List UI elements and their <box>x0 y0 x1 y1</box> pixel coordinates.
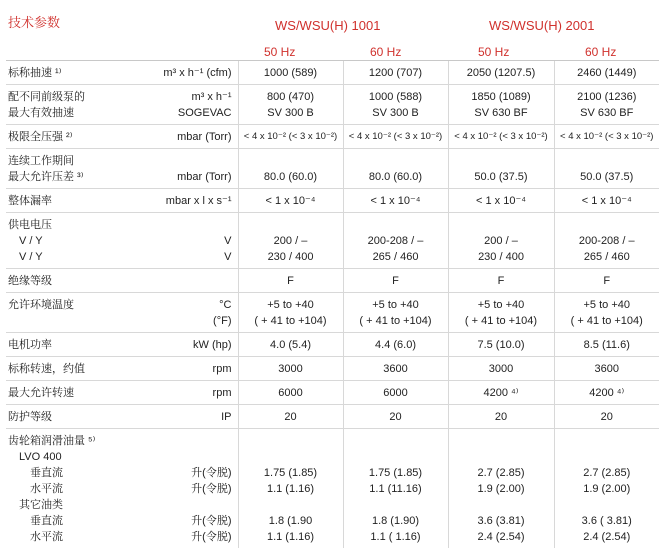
value-cell-line: F <box>449 273 554 289</box>
value-cell-line: +5 to +40 <box>555 297 660 313</box>
row-label <box>6 213 134 269</box>
value-cell-line: ( + 41 to +104) <box>239 313 343 329</box>
row-unit-line <box>134 449 232 465</box>
row-unit-line: °C <box>134 297 232 313</box>
row-unit <box>134 293 238 333</box>
value-cell-line <box>344 497 448 513</box>
value-cell <box>238 381 343 405</box>
row-label <box>6 269 134 293</box>
value-cell-line: 80.0 (60.0) <box>344 169 448 185</box>
model-header-2001: WS/WSU(H) 2001 <box>489 18 594 33</box>
value-cell-line: 230 / 400 <box>239 249 343 265</box>
value-cell-line <box>555 497 660 513</box>
row-label-line: 最大有效抽速 <box>8 105 134 121</box>
row-unit <box>134 149 238 189</box>
model-header-1001: WS/WSU(H) 1001 <box>275 18 380 33</box>
value-cell <box>238 149 343 189</box>
value-cell-line <box>449 217 554 233</box>
value-cell <box>343 381 448 405</box>
row-label-line: 极限全压强 ²⁾ <box>8 129 134 145</box>
row-label-line: 允许环境温度 <box>8 297 134 313</box>
value-cell <box>343 429 448 548</box>
value-cell <box>238 213 343 269</box>
value-cell <box>554 125 659 149</box>
value-cell-line: 4200 ⁴⁾ <box>555 385 660 401</box>
row-label-line: 齿轮箱润滑油量 ⁵⁾ <box>8 433 134 449</box>
table-row <box>6 189 659 213</box>
row-label <box>6 85 134 125</box>
value-cell <box>554 381 659 405</box>
value-cell-line: 20 <box>239 409 343 425</box>
value-cell <box>238 125 343 149</box>
value-cell <box>554 85 659 125</box>
value-cell-line: 2.4 (2.54) <box>449 529 554 545</box>
row-label <box>6 189 134 213</box>
value-cell-line <box>449 433 554 449</box>
row-unit-line: (°F) <box>134 313 232 329</box>
value-cell <box>448 405 554 429</box>
value-cell-line: 50.0 (37.5) <box>555 169 660 185</box>
value-cell-line: 2050 (1207.5) <box>449 65 554 81</box>
row-label-line: 最大允许压差 ³⁾ <box>8 169 134 185</box>
value-cell-line: ( + 41 to +104) <box>449 313 554 329</box>
value-cell <box>448 61 554 85</box>
value-cell-line: F <box>555 273 660 289</box>
value-cell <box>554 293 659 333</box>
value-cell-line: 1000 (589) <box>239 65 343 81</box>
value-cell <box>238 429 343 548</box>
value-cell-line: 2460 (1449) <box>555 65 660 81</box>
value-cell-line: 200 / – <box>449 233 554 249</box>
value-cell <box>448 85 554 125</box>
table-row <box>6 125 659 149</box>
value-cell-line: 200 / – <box>239 233 343 249</box>
value-cell-line: 2100 (1236) <box>555 89 660 105</box>
table-row <box>6 405 659 429</box>
value-cell-line: 8.5 (11.6) <box>555 337 660 353</box>
value-cell-line: F <box>239 273 343 289</box>
value-cell-line <box>555 153 660 169</box>
value-cell <box>343 125 448 149</box>
value-cell-line <box>344 153 448 169</box>
row-unit-line <box>134 153 232 169</box>
row-label <box>6 61 134 85</box>
value-cell-line: 80.0 (60.0) <box>239 169 343 185</box>
table-row <box>6 429 659 548</box>
value-cell-line: 2.7 (2.85) <box>555 465 660 481</box>
table-row <box>6 149 659 189</box>
value-cell-line: ( + 41 to +104) <box>555 313 660 329</box>
table-row <box>6 293 659 333</box>
row-unit-line <box>134 217 232 233</box>
value-cell <box>343 85 448 125</box>
row-unit-line: m³ x h⁻¹ (cfm) <box>134 65 232 81</box>
value-cell-line <box>449 449 554 465</box>
row-label-line: 电机功率 <box>8 337 134 353</box>
row-unit-line: rpm <box>134 361 232 377</box>
value-cell <box>448 189 554 213</box>
value-cell-line: +5 to +40 <box>239 297 343 313</box>
value-cell <box>343 149 448 189</box>
table-row <box>6 381 659 405</box>
value-cell-line <box>555 449 660 465</box>
row-label-line: 垂直流 <box>8 465 134 481</box>
value-cell <box>238 269 343 293</box>
value-cell-line: 2.7 (2.85) <box>449 465 554 481</box>
value-cell-line: SV 630 BF <box>449 105 554 121</box>
value-cell <box>238 405 343 429</box>
row-unit-line: SOGEVAC <box>134 105 232 121</box>
row-label-line: 标称转速，约值 <box>8 361 134 377</box>
value-cell-line: 6000 <box>344 385 448 401</box>
row-unit-line: 升(令脱) <box>134 529 232 545</box>
value-cell <box>238 61 343 85</box>
value-cell <box>554 357 659 381</box>
spec-table <box>6 60 659 548</box>
row-label <box>6 333 134 357</box>
row-label <box>6 149 134 189</box>
row-unit-line: m³ x h⁻¹ <box>134 89 232 105</box>
value-cell <box>448 357 554 381</box>
value-cell-line: 230 / 400 <box>449 249 554 265</box>
row-label-line: 水平流 <box>8 481 134 497</box>
page-title: 技术参数 <box>8 12 60 31</box>
row-label-line: 配不同前级泵的 <box>8 89 134 105</box>
row-unit-line: mbar x l x s⁻¹ <box>134 193 232 209</box>
value-cell-line: 1.8 (1.90 <box>239 513 343 529</box>
value-cell <box>238 85 343 125</box>
row-unit-line: 升(令脱) <box>134 465 232 481</box>
row-label-line: 整体漏率 <box>8 193 134 209</box>
freq-header: 50 Hz <box>478 45 509 59</box>
table-row <box>6 61 659 85</box>
row-unit <box>134 381 238 405</box>
value-cell-line: < 4 x 10⁻² (< 3 x 10⁻²) <box>239 129 343 145</box>
value-cell <box>448 381 554 405</box>
value-cell-line: 1.1 ( 1.16) <box>344 529 448 545</box>
row-unit-line <box>134 497 232 513</box>
value-cell <box>448 269 554 293</box>
row-unit-line: rpm <box>134 385 232 401</box>
value-cell-line <box>239 153 343 169</box>
value-cell-line <box>239 449 343 465</box>
row-unit-line: 升(令脱) <box>134 481 232 497</box>
row-unit <box>134 213 238 269</box>
row-unit-line: V <box>134 233 232 249</box>
row-unit <box>134 333 238 357</box>
value-cell-line: 4200 ⁴⁾ <box>449 385 554 401</box>
table-row <box>6 85 659 125</box>
value-cell <box>554 61 659 85</box>
value-cell-line: 1.1 (1.16) <box>239 481 343 497</box>
row-label-line: 防护等级 <box>8 409 134 425</box>
value-cell-line: 3000 <box>449 361 554 377</box>
table-row <box>6 213 659 269</box>
value-cell-line: 3.6 ( 3.81) <box>555 513 660 529</box>
value-cell-line: 4.0 (5.4) <box>239 337 343 353</box>
row-unit-line: 升(令脱) <box>134 513 232 529</box>
row-label-line: 绝缘等级 <box>8 273 134 289</box>
value-cell-line: 20 <box>449 409 554 425</box>
row-label <box>6 405 134 429</box>
row-label <box>6 125 134 149</box>
value-cell-line: < 1 x 10⁻⁴ <box>344 193 448 209</box>
value-cell-line: 1.9 (2.00) <box>555 481 660 497</box>
value-cell-line: 3600 <box>344 361 448 377</box>
row-label-line: 标称抽速 ¹⁾ <box>8 65 134 81</box>
value-cell-line <box>239 217 343 233</box>
value-cell-line: < 4 x 10⁻² (< 3 x 10⁻²) <box>449 129 554 145</box>
value-cell-line: 7.5 (10.0) <box>449 337 554 353</box>
value-cell-line: 4.4 (6.0) <box>344 337 448 353</box>
value-cell <box>448 149 554 189</box>
value-cell-line: 20 <box>344 409 448 425</box>
row-label-line: LVO 400 <box>8 449 134 465</box>
value-cell-line: 3000 <box>239 361 343 377</box>
row-label-line <box>8 313 134 329</box>
value-cell-line <box>449 153 554 169</box>
value-cell-line: +5 to +40 <box>449 297 554 313</box>
value-cell-line: +5 to +40 <box>344 297 448 313</box>
value-cell <box>554 429 659 548</box>
value-cell <box>448 293 554 333</box>
value-cell <box>343 293 448 333</box>
freq-header: 50 Hz <box>264 45 295 59</box>
value-cell <box>238 189 343 213</box>
value-cell-line: < 1 x 10⁻⁴ <box>555 193 660 209</box>
value-cell <box>343 269 448 293</box>
value-cell <box>448 125 554 149</box>
value-cell-line: 1.8 (1.90) <box>344 513 448 529</box>
value-cell <box>343 189 448 213</box>
row-unit-line: mbar (Torr) <box>134 129 232 145</box>
value-cell-line: 1.1 (11.16) <box>344 481 448 497</box>
value-cell <box>448 429 554 548</box>
row-unit-line: mbar (Torr) <box>134 169 232 185</box>
value-cell <box>554 405 659 429</box>
row-label-line: V / Y <box>8 249 134 265</box>
value-cell-line: SV 630 BF <box>555 105 660 121</box>
row-label-line: 最大允许转速 <box>8 385 134 401</box>
row-unit <box>134 405 238 429</box>
value-cell-line <box>239 433 343 449</box>
value-cell-line: 1850 (1089) <box>449 89 554 105</box>
row-unit <box>134 189 238 213</box>
row-unit <box>134 357 238 381</box>
value-cell-line: 1.75 (1.85) <box>344 465 448 481</box>
value-cell-line: ( + 41 to +104) <box>344 313 448 329</box>
row-label <box>6 357 134 381</box>
table-row <box>6 269 659 293</box>
value-cell <box>448 213 554 269</box>
value-cell <box>343 405 448 429</box>
value-cell-line: 1.1 (1.16) <box>239 529 343 545</box>
value-cell-line: SV 300 B <box>239 105 343 121</box>
row-unit-line: V <box>134 249 232 265</box>
value-cell-line: 1.9 (2.00) <box>449 481 554 497</box>
row-label <box>6 429 134 548</box>
row-label-line: 垂直流 <box>8 513 134 529</box>
value-cell-line: < 1 x 10⁻⁴ <box>239 193 343 209</box>
value-cell <box>554 333 659 357</box>
value-cell-line: F <box>344 273 448 289</box>
value-cell-line: 2.4 (2.54) <box>555 529 660 545</box>
value-cell-line: 6000 <box>239 385 343 401</box>
value-cell-line: 200-208 / – <box>555 233 660 249</box>
row-label-line: V / Y <box>8 233 134 249</box>
row-unit-line <box>134 433 232 449</box>
value-cell-line: 1000 (588) <box>344 89 448 105</box>
value-cell-line: 265 / 460 <box>344 249 448 265</box>
value-cell-line <box>555 433 660 449</box>
row-label <box>6 293 134 333</box>
row-label-line: 供电电压 <box>8 217 134 233</box>
value-cell <box>554 213 659 269</box>
value-cell-line <box>449 497 554 513</box>
value-cell-line: 800 (470) <box>239 89 343 105</box>
value-cell-line: 50.0 (37.5) <box>449 169 554 185</box>
table-row <box>6 333 659 357</box>
row-unit-line: kW (hp) <box>134 337 232 353</box>
value-cell-line: 1200 (707) <box>344 65 448 81</box>
value-cell-line <box>344 217 448 233</box>
table-row <box>6 357 659 381</box>
value-cell-line: < 4 x 10⁻² (< 3 x 10⁻²) <box>555 129 660 145</box>
value-cell-line: 3600 <box>555 361 660 377</box>
value-cell-line: < 1 x 10⁻⁴ <box>449 193 554 209</box>
row-unit-line: IP <box>134 409 232 425</box>
row-label-line: 其它油类 <box>8 497 134 513</box>
row-label-line: 水平流 <box>8 529 134 545</box>
value-cell-line: 20 <box>555 409 660 425</box>
value-cell-line: 200-208 / – <box>344 233 448 249</box>
row-unit <box>134 269 238 293</box>
value-cell <box>554 269 659 293</box>
value-cell <box>343 61 448 85</box>
row-label-line: 连续工作期间 <box>8 153 134 169</box>
value-cell <box>554 189 659 213</box>
value-cell-line: 1.75 (1.85) <box>239 465 343 481</box>
value-cell-line <box>344 433 448 449</box>
value-cell-line: SV 300 B <box>344 105 448 121</box>
value-cell <box>554 149 659 189</box>
value-cell <box>343 213 448 269</box>
row-unit-line <box>134 273 232 289</box>
value-cell-line <box>239 497 343 513</box>
value-cell-line: 3.6 (3.81) <box>449 513 554 529</box>
value-cell-line <box>344 449 448 465</box>
freq-header: 60 Hz <box>585 45 616 59</box>
row-label <box>6 381 134 405</box>
row-unit <box>134 85 238 125</box>
freq-header: 60 Hz <box>370 45 401 59</box>
value-cell-line: < 4 x 10⁻² (< 3 x 10⁻²) <box>344 129 448 145</box>
value-cell <box>238 333 343 357</box>
value-cell <box>448 333 554 357</box>
value-cell <box>343 357 448 381</box>
value-cell <box>238 293 343 333</box>
value-cell <box>343 333 448 357</box>
value-cell-line: 265 / 460 <box>555 249 660 265</box>
row-unit <box>134 61 238 85</box>
row-unit <box>134 429 238 548</box>
value-cell <box>238 357 343 381</box>
row-unit <box>134 125 238 149</box>
value-cell-line <box>555 217 660 233</box>
